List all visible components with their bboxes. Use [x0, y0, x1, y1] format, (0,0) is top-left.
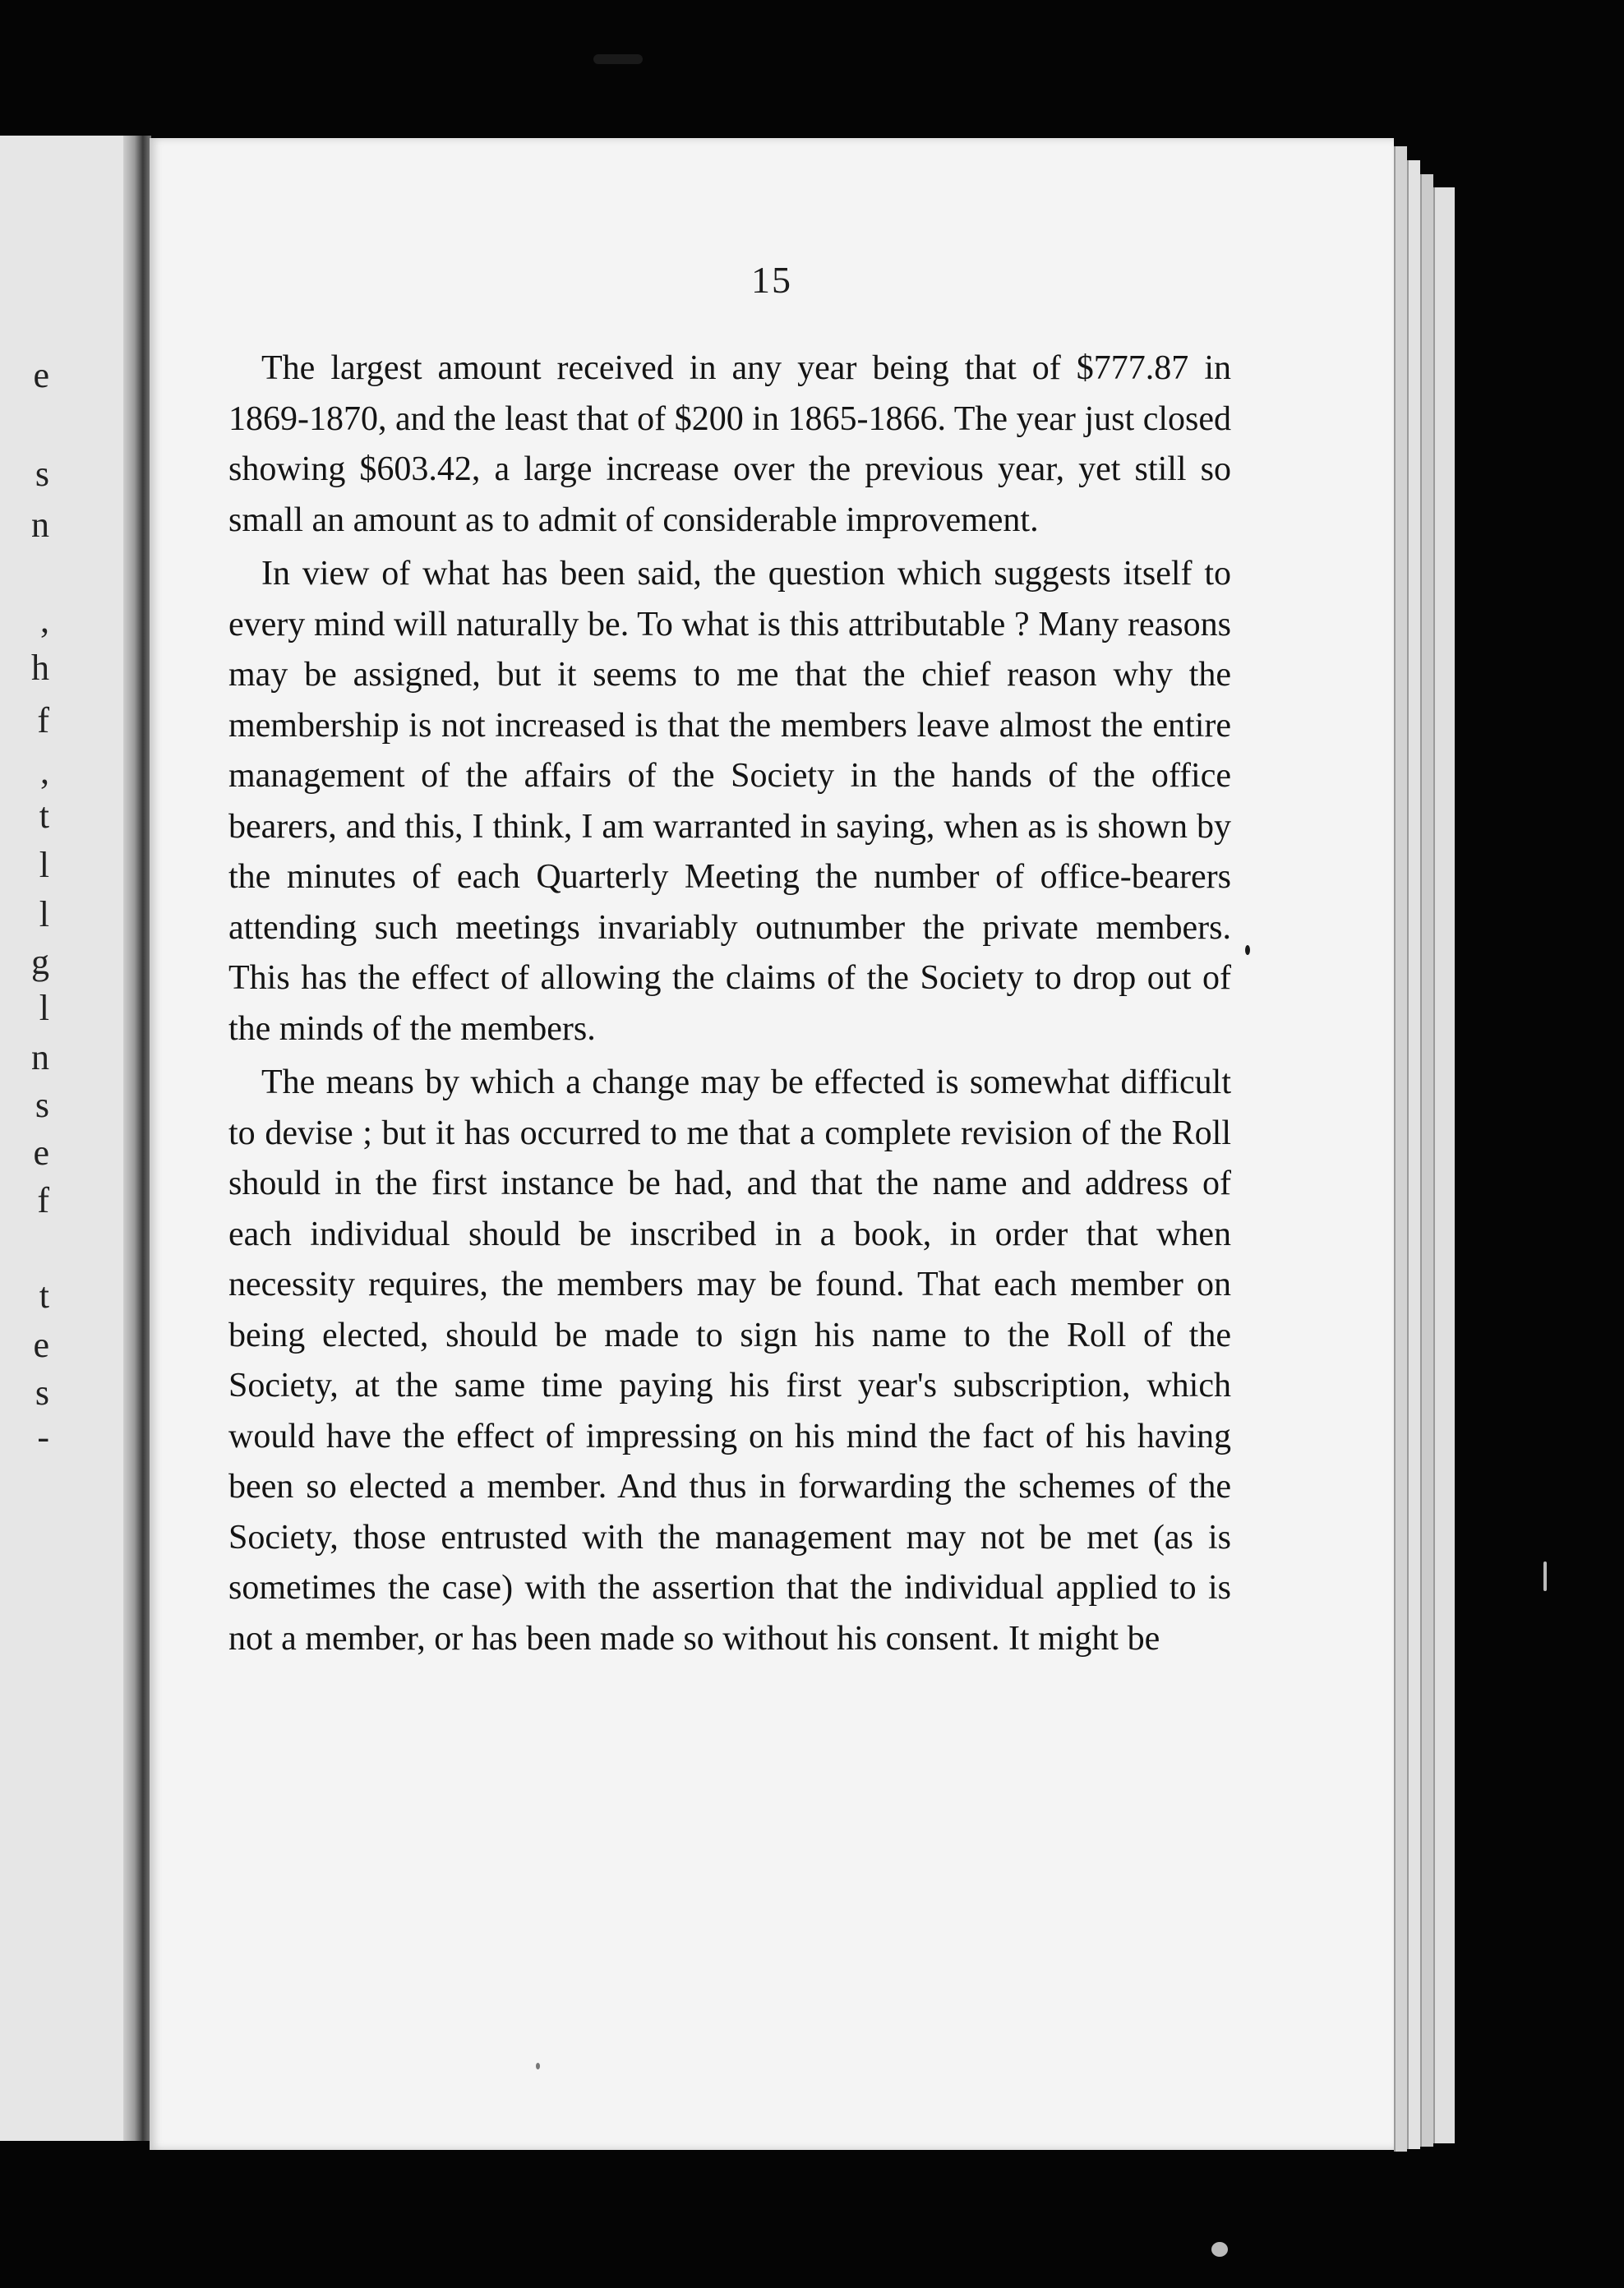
scan-speck: [593, 54, 643, 64]
paragraph: The means by which a change may be effected is somewhat difficult to devise ; but it has occurred to me that a complete revision of the Roll should in the first instance be had, and that the name and address of each individual should be inscribed in a book, in order that when necessity requires, the members may be found. That each member on being elected, should be made to sign his name to the Roll of the Society, at the same time paying his first year's subscription, which would have the effect of impressing on his mind the fact of his having been so elected a member. And thus in forwarding the schemes of the Society, those entrusted with the management may not be met (as is sometimes the case) with the assertion that the individual applied to is not a member, or has been made so without his consent. It might be: [228, 1063, 1231, 1658]
scan-speck: [1245, 945, 1250, 955]
scan-speck: [1211, 2242, 1228, 2257]
edge-char: l: [39, 988, 49, 1028]
edge-char: ,: [40, 751, 49, 791]
book-gutter: [123, 136, 151, 2141]
edge-char: n: [31, 1037, 49, 1077]
left-page-edge-text: [0, 136, 49, 2141]
edge-char: l: [39, 894, 49, 934]
left-facing-page: [0, 136, 131, 2141]
edge-char: t: [39, 796, 49, 836]
paragraph: The largest amount received in any year being that of $777.87 in 1869-1870, and the least that of $200 in 1865-1866. The year just closed showing $603.42, a large increase over the previous year, yet still so small an amount as to admit of considerable improvement.: [228, 349, 1231, 539]
page-number: 15: [751, 259, 792, 301]
edge-char: f: [37, 700, 49, 740]
scan-speck: [536, 2063, 540, 2069]
edge-char: s: [35, 454, 49, 494]
edge-char: -: [37, 1417, 49, 1457]
edge-char: ,: [40, 600, 49, 640]
edge-char: f: [37, 1180, 49, 1220]
edge-char: l: [39, 845, 49, 885]
edge-char: e: [33, 355, 49, 395]
book-page: [150, 138, 1394, 2150]
edge-char: g: [31, 942, 49, 982]
page-body: [228, 344, 1231, 1664]
edge-char: t: [39, 1275, 49, 1316]
edge-char: s: [35, 1372, 49, 1413]
edge-char: e: [33, 1132, 49, 1173]
scan-speck: [1543, 1561, 1547, 1591]
page-stack-edge: [1394, 146, 1407, 2152]
edge-char: e: [33, 1325, 49, 1365]
paragraph: In view of what has been said, the question which suggests itself to every mind will naturally be. To what is this attributable ? Many reasons may be assigned, but it seems to me that the chief reason why the membership is not increased is that the members leave almost the entire management of the affairs of the Society in the hands of the office bearers, and this, I think, I am warranted in saying, when as is shown by the minutes of each Quarterly Meeting the number of office-bearers attending such meetings invariably outnumber the private members. This has the effect of allowing the claims of the Society to drop out of the minds of the members.: [228, 555, 1231, 1048]
edge-char: s: [35, 1085, 49, 1125]
page-stack-edge: [1407, 160, 1420, 2149]
page-stack-edge: [1420, 174, 1433, 2147]
edge-char: h: [31, 648, 49, 688]
page-stack-edge: [1433, 187, 1455, 2143]
edge-char: n: [31, 505, 49, 545]
